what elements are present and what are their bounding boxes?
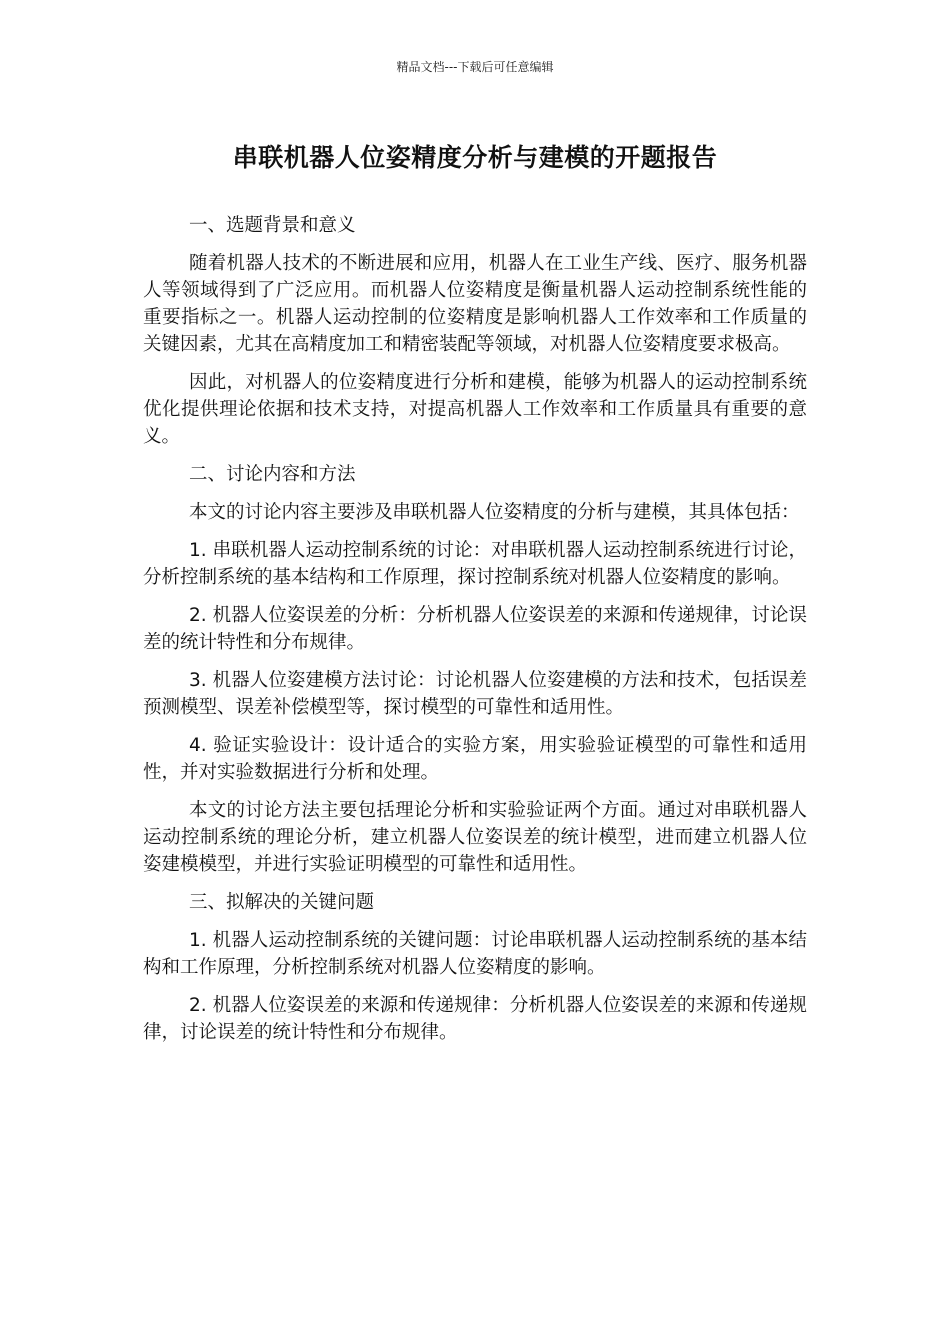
list-item: 1. 机器人运动控制系统的关键问题：讨论串联机器人运动控制系统的基本结构和工作原理，分析控制系统对机器人位姿精度的影响。	[143, 930, 807, 978]
list-item: 4. 验证实验设计：设计适合的实验方案，用实验验证模型的可靠性和适用性，并对实验数据进行分析和处理。	[143, 735, 807, 783]
paragraph: 本文的讨论内容主要涉及串联机器人位姿精度的分析与建模，其具体包括：	[189, 502, 800, 523]
section-heading-3: 三、拟解决的关键问题	[189, 892, 375, 913]
section-heading-2: 二、讨论内容和方法	[189, 464, 356, 485]
document-title: 串联机器人位姿精度分析与建模的开题报告	[232, 143, 718, 172]
paragraph: 随着机器人技术的不断进展和应用，机器人在工业生产线、医疗、服务机器人等领域得到了广泛应用。而机器人位姿精度是衡量机器人运动控制系统性能的重要指标之一。机器人运动控制的位姿精度是影响机器人工作效率和工作质量的关键因素，尤其在高精度加工和精密装配等领域，对机器人位姿精度要求极高。	[143, 253, 807, 355]
document-body	[143, 212, 807, 1057]
paragraph: 因此，对机器人的位姿精度进行分析和建模，能够为机器人的运动控制系统优化提供理论依据和技术支持，对提高机器人工作效率和工作质量具有重要的意义。	[143, 372, 807, 447]
paragraph: 本文的讨论方法主要包括理论分析和实验验证两个方面。通过对串联机器人运动控制系统的理论分析，建立机器人位姿误差的统计模型，进而建立机器人位姿建模模型，并进行实验证明模型的可靠性和适用性。	[143, 800, 807, 875]
list-item: 2. 机器人位姿误差的分析：分析机器人位姿误差的来源和传递规律，讨论误差的统计特性和分布规律。	[143, 605, 807, 653]
list-item: 1. 串联机器人运动控制系统的讨论：对串联机器人运动控制系统进行讨论，分析控制系统的基本结构和工作原理，探讨控制系统对机器人位姿精度的影响。	[143, 540, 807, 588]
list-item: 3. 机器人位姿建模方法讨论：讨论机器人位姿建模的方法和技术，包括误差预测模型、误差补偿模型等，探讨模型的可靠性和适用性。	[143, 670, 807, 718]
section-heading-1: 一、选题背景和意义	[189, 215, 356, 236]
list-item: 2. 机器人位姿误差的来源和传递规律：分析机器人位姿误差的来源和传递规律，讨论误差的统计特性和分布规律。	[143, 995, 807, 1043]
page-header: 精品文档---下载后可任意编辑	[396, 60, 554, 74]
